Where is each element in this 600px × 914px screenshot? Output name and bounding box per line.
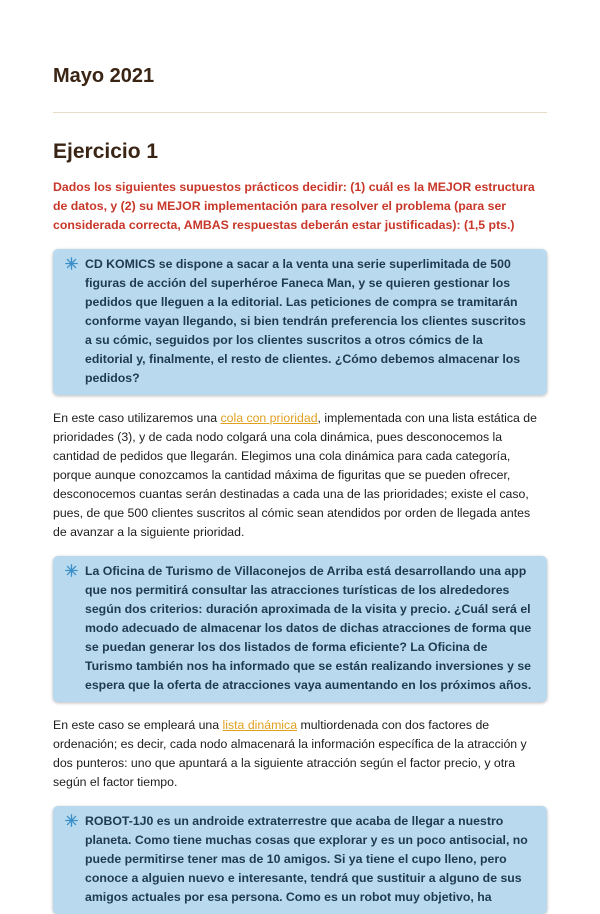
case-3-question: ROBOT-1J0 es un androide extraterrestre que acaba de llegar a nuestro planeta. Como tiene muchas cosas que explorar y es un poco antisocial, no puede permitirse tener mas de 10 amigos. Si ya tiene el cupo lleno, pero conoce a alguien nuevo e interesante, tendrá que sustituir a alguno de sus amigos actuales por esa persona. Como es un robot muy objetivo, ha <box>85 814 528 904</box>
exercise-title: Ejercicio 1 <box>53 140 159 163</box>
case-3-callout <box>53 806 547 914</box>
section-divider <box>53 112 547 113</box>
sparkle-icon <box>65 257 79 275</box>
case-1-question: CD KOMICS se dispone a sacar a la venta una serie superlimitada de 500 figuras de acción del superhéroe Faneca Man, y se quieren gestionar los pedidos que lleguen a la editorial. Las peticiones de compra se tramitarán conforme vayan llegando, si bien tendrán preferencia los clientes suscritos a su cómic, seguidos por los clientes suscritos a otros cómics de la editorial y, finalmente, el resto de clientes. ¿Cómo debemos almacenar los pedidos? <box>85 257 526 385</box>
exercise-instructions: Dados los siguientes supuestos prácticos decidir: (1) cuál es la MEJOR estructura de datos, y (2) su MEJOR implementación para resolver el problema (para ser considerada correcta, AMBAS respuestas deberán estar justificadas): (1,5 pts.) <box>53 180 535 232</box>
case-2-answer-rest: multiordenada con dos factores de ordenación; es decir, cada nodo almacenará la información específica de la atracción y dos punteros: uno que apuntará a la siguiente atracción según el factor precio, y otra según el factor tiempo. <box>53 718 527 789</box>
case-1-answer-rest: , implementada con una lista estática de prioridades (3), y de cada nodo colgará una cola dinámica, pues desconocemos la cantidad de pedidos que llegarán. Elegimos una cola dinámica para cada categoría, porque aunque conozcamos la cantidad máxima de figuritas que se pueden ofrecer, desconocemos cuantas serán destinadas a cada una de las prioridades; existe el caso, pues, de que 500 clientes suscritos al cómic sean atendidos por orden de llegada antes de avanzar a la siguiente prioridad. <box>53 411 537 539</box>
case-1-answer <box>53 409 547 542</box>
month-title: Mayo 2021 <box>53 65 155 87</box>
case-1-answer-link[interactable]: cola con prioridad <box>220 411 318 425</box>
sparkle-icon <box>65 564 79 582</box>
case-1-answer-start: En este caso utilizaremos una <box>53 411 221 425</box>
case-2-question: La Oficina de Turismo de Villaconejos de Arriba está desarrollando una app que nos permitirá consultar las atracciones turísticas de los alrededores según dos criterios: duración aproximada de la visita y precio. ¿Cuál será el modo adecuado de almacenar los datos de dichas atracciones de forma que se puedan generar los dos listados de forma eficiente? La Oficina de Turismo también nos ha informado que se están realizando inversiones y se espera que la oferta de atracciones vaya aumentando en los próximos años. <box>85 564 532 692</box>
sparkle-icon <box>65 814 79 832</box>
case-2-callout <box>53 556 547 702</box>
case-2-answer-start: En este caso se empleará una <box>53 718 223 732</box>
case-2-answer-link[interactable]: lista dinámica <box>222 718 298 732</box>
case-2-answer <box>53 716 547 792</box>
case-1-callout <box>53 249 547 395</box>
